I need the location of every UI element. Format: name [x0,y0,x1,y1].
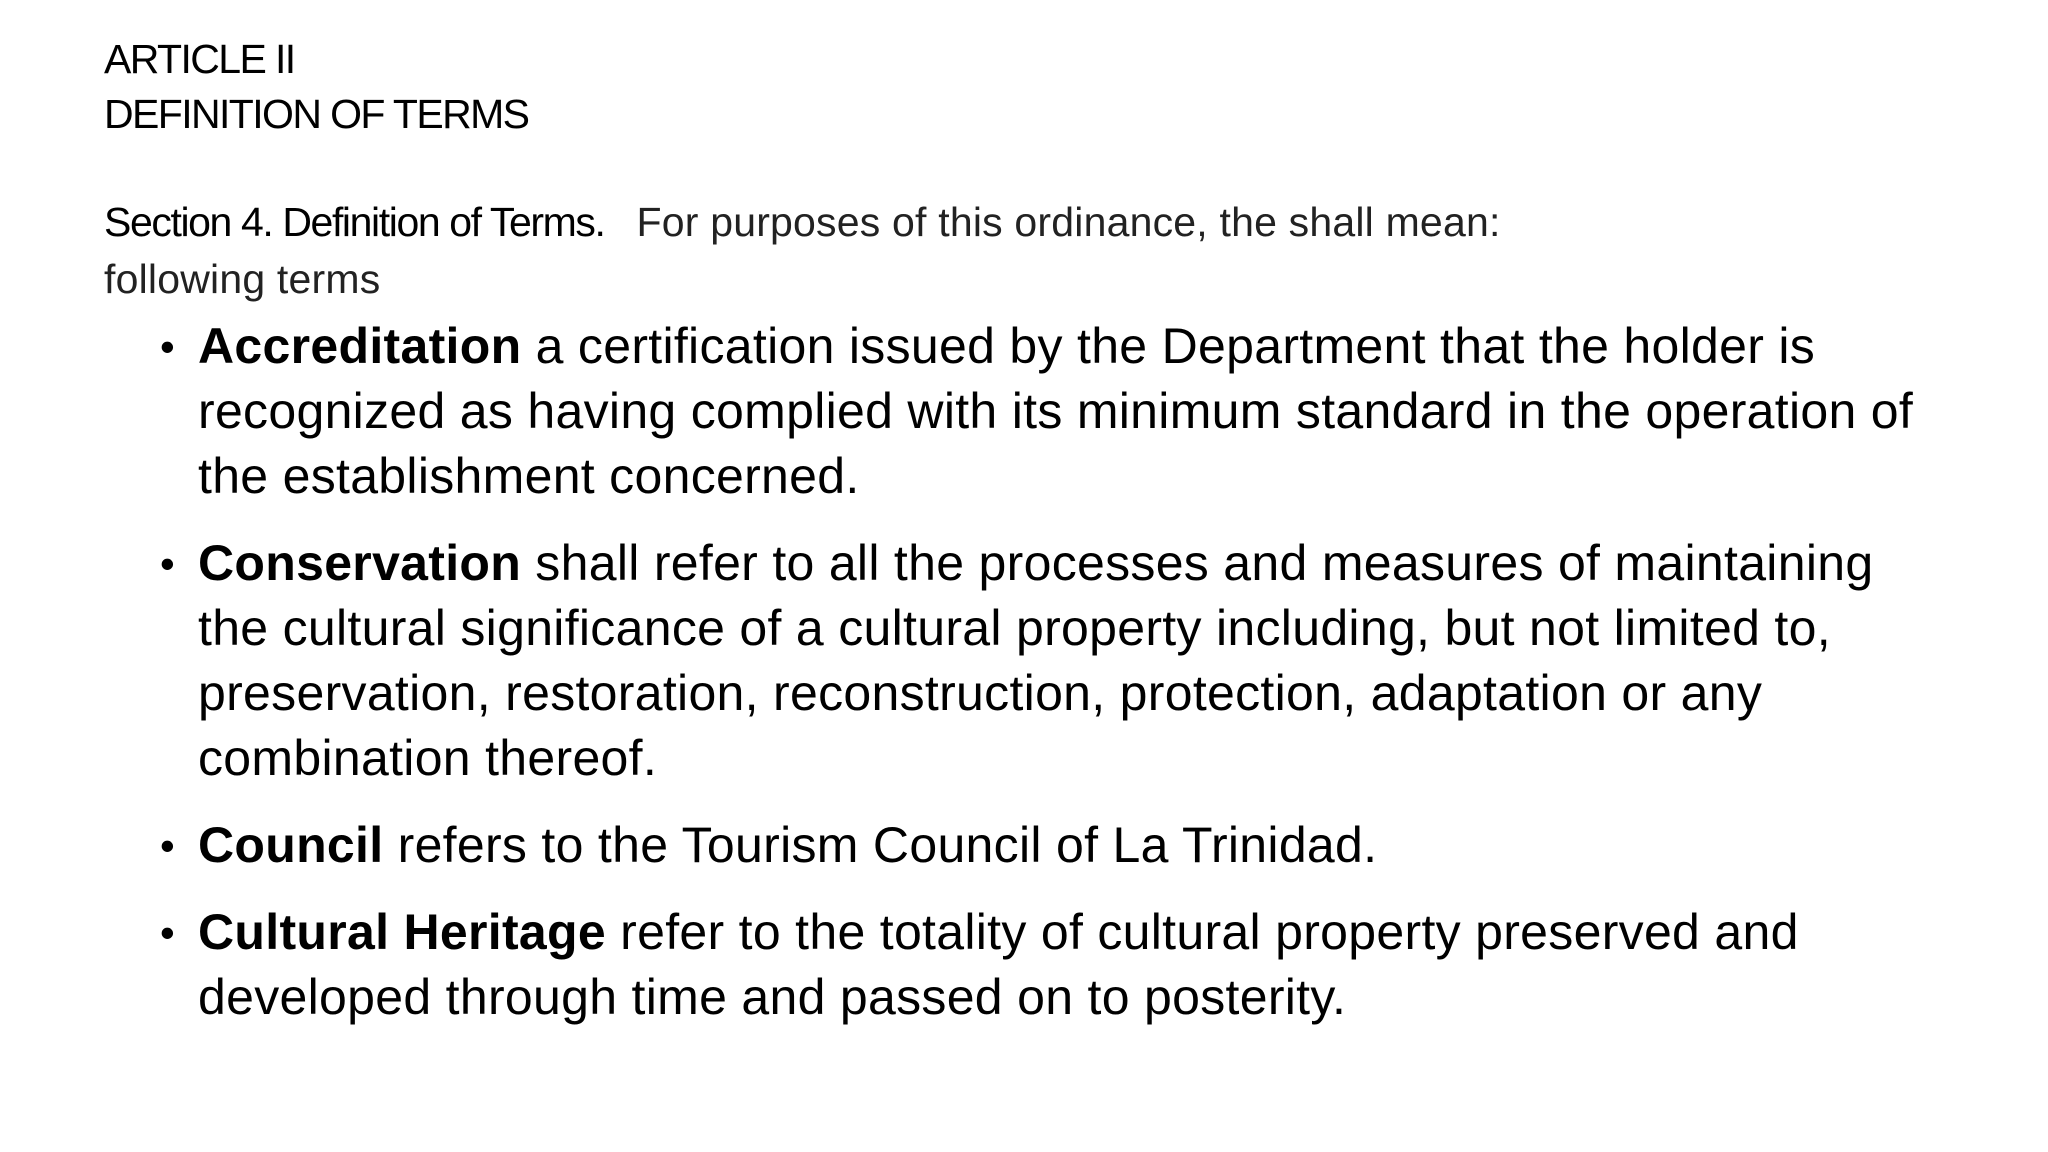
definition-item-cultural-heritage [160,900,1920,1030]
term-name: Accreditation [198,318,522,374]
bullet-icon: • [160,909,176,956]
term-definition: refer to the totality of cultural property preserved and developed through time and passed on to posterity. [198,904,1799,1025]
term-name: Conservation [198,535,522,591]
definition-item-council [160,813,1920,878]
bullet-icon: • [160,323,176,370]
term-definition: shall refer to all the processes and measures of maintaining the cultural significance of a cultural property including, but not limited to, preservation, restoration, reconstruction, protection, adaptation or any combination thereof. [198,535,1874,786]
definition-item-accreditation [160,314,1920,509]
section-intro: For purposes of this ordinance, the shall mean: [636,199,1501,245]
article-title: DEFINITION OF TERMS [104,91,529,137]
article-number: ARTICLE II [104,36,295,82]
definition-list [160,314,1920,1052]
term-definition: a certification issued by the Department that the holder is recognized as having complied with its minimum standard in the operation of the establishment concerned. [198,318,1914,504]
bullet-icon: • [160,540,176,587]
definition-item-conservation [160,531,1920,791]
term-definition: refers to the Tourism Council of La Trinidad. [383,817,1378,873]
article-header [104,32,528,142]
section-heading: Section 4. Definition of Terms. [104,199,605,245]
term-name: Council [198,817,384,873]
term-name: Cultural Heritage [198,904,606,960]
bullet-icon: • [160,822,176,869]
section-intro-continued: following terms [104,256,381,302]
section-heading-line [104,195,1501,250]
